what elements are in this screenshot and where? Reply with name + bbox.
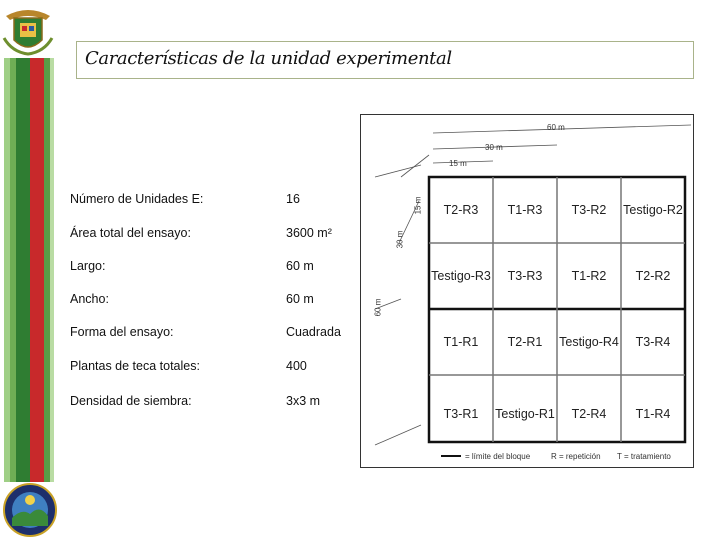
faculty-seal-icon bbox=[2, 482, 58, 538]
plot-cell: T1-R1 bbox=[443, 335, 479, 349]
legend-repetition: R = repetición bbox=[551, 452, 601, 461]
plot-cell: Testigo-R2 bbox=[623, 203, 683, 217]
detail-value: 60 m bbox=[286, 259, 314, 273]
dimension-vertical-b: 30 m bbox=[395, 230, 405, 249]
detail-value: 60 m bbox=[286, 292, 314, 306]
plot-cell: T3-R4 bbox=[635, 335, 671, 349]
detail-value: Cuadrada bbox=[286, 325, 341, 339]
legend-borders: = límite del bloque bbox=[465, 452, 531, 461]
detail-label: Área total del ensayo: bbox=[70, 226, 191, 240]
plot-cell: T3-R2 bbox=[571, 203, 607, 217]
plot-cell: T1-R3 bbox=[507, 203, 543, 217]
detail-label: Forma del ensayo: bbox=[70, 325, 174, 339]
detail-value: 3600 m² bbox=[286, 226, 332, 240]
detail-label: Largo: bbox=[70, 259, 106, 273]
plot-cell: T2-R2 bbox=[635, 269, 671, 283]
detail-value: 3x3 m bbox=[286, 394, 321, 408]
detail-label: Número de Unidades E: bbox=[70, 192, 204, 206]
plot-cell: T2-R1 bbox=[507, 335, 543, 349]
page-title: Características de la unidad experimental bbox=[85, 48, 452, 69]
detail-label: Ancho: bbox=[70, 292, 109, 306]
decor-band-green bbox=[16, 58, 30, 482]
plot-cell: T1-R4 bbox=[635, 407, 671, 421]
title-box bbox=[76, 41, 694, 79]
dimension-total: 60 m bbox=[547, 123, 565, 132]
plot-cell: T2-R4 bbox=[571, 407, 607, 421]
dimension-vertical-a: 15 m bbox=[413, 196, 423, 215]
detail-value: 16 bbox=[286, 192, 300, 206]
dimension-middle: 30 m bbox=[485, 143, 503, 152]
plot-cell: T1-R2 bbox=[571, 269, 607, 283]
plot-cell: T3-R3 bbox=[507, 269, 543, 283]
experimental-plot-diagram bbox=[360, 114, 694, 468]
plot-cell: T3-R1 bbox=[443, 407, 479, 421]
plot-cell: Testigo-R3 bbox=[431, 269, 491, 283]
decor-band-light2 bbox=[50, 58, 54, 482]
plot-cell: T2-R3 bbox=[443, 203, 479, 217]
detail-value: 400 bbox=[286, 359, 307, 373]
dimension-vertical-c: 60 m bbox=[373, 298, 383, 317]
plot-cell: Testigo-R1 bbox=[495, 407, 555, 421]
detail-label: Plantas de teca totales: bbox=[70, 359, 200, 373]
dimension-short: 15 m bbox=[449, 159, 467, 168]
plot-cell: Testigo-R4 bbox=[559, 335, 619, 349]
detail-label: Densidad de siembra: bbox=[70, 394, 192, 408]
university-crest-icon bbox=[2, 2, 54, 58]
legend-treatment: T = tratamiento bbox=[617, 452, 671, 461]
decor-band-red bbox=[30, 58, 44, 482]
